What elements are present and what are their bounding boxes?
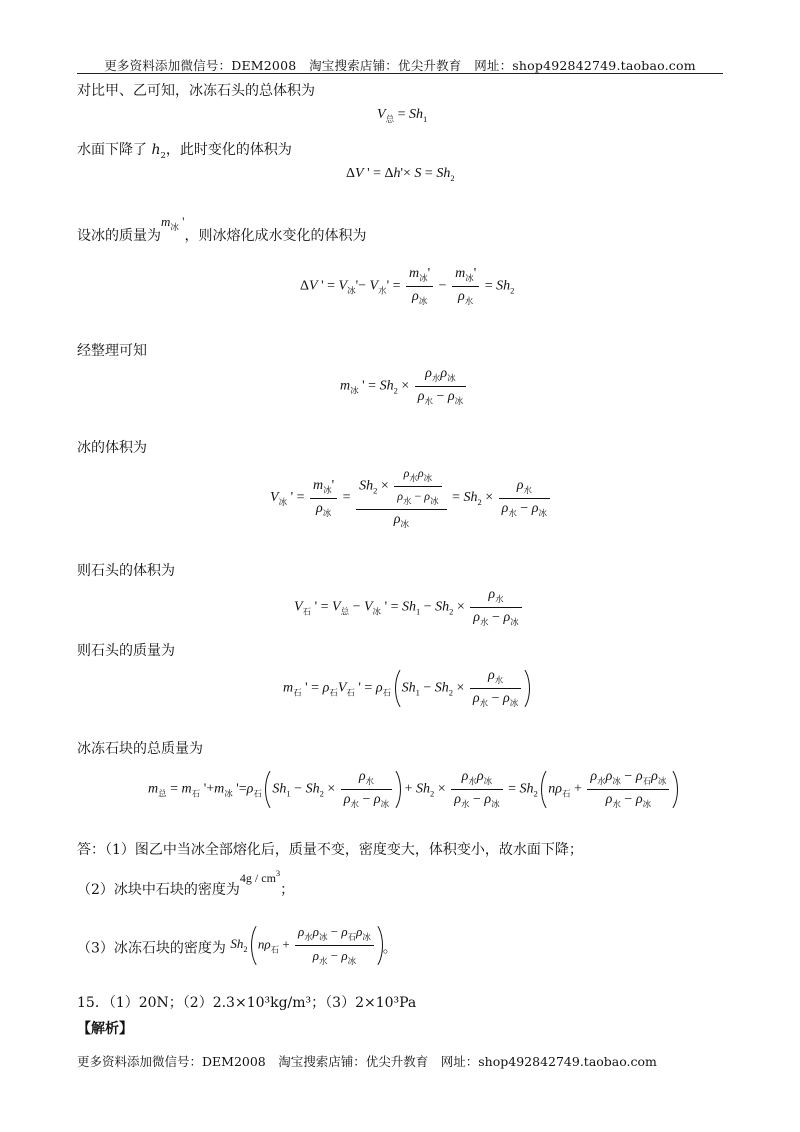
question-15-answers: 15．（1）20N；（2）2.3×10³kg/m³；（3）2×10³Pa — [77, 995, 417, 1011]
answer-part-2: （2）冰块中石块的密度为$4g / cm^3$； — [77, 868, 295, 898]
answer-part-3: （3）冰冻石块的密度为 $Sh_2$ $n\rho_石$ + $\frac{\rho_水\rho_冰 - \rho_石\rho_冰}{\rho_水 - \rho_冰}$ 。 — [77, 925, 397, 974]
equation-total-mass: $m_总 = m_石$ '$+m_冰$ '$=\rho_石$ $Sh_1 - Sh_2$ × $\frac{\rho_水}{\rho_水 - \rho_冰}$ + $Sh_2$ × $\frac{\rho_水\rho_冰}{\rho_水 - \rho_冰}$ = $Sh_2$ $n\rho_石$ + $\frac{\rho_水\rho_冰 - \rho_石\rho_冰}{\rho_水 - \rho_冰}$ — [148, 766, 678, 813]
text-stone-volume: 则石头的体积为 — [77, 563, 175, 579]
analysis-heading: 【解析】 — [77, 1021, 133, 1037]
page-header: 更多资料添加微信号：DEM2008 淘宝搜索店铺：优尖升教育 网址：shop492842749.taobao.com — [104, 58, 696, 73]
text-water-level-drop: 水面下降了 $h_2$，此时变化的体积为 — [77, 142, 292, 161]
text-total-volume-intro: 对比甲、乙可知，冰冻石头的总体积为 — [77, 83, 315, 99]
page-footer: 更多资料添加微信号：DEM2008 淘宝搜索店铺：优尖升教育 网址：shop492842749.taobao.com — [77, 1054, 657, 1069]
answer-part-1: 答：（1）图乙中当冰全部熔化后，质量不变，密度变大，体积变小，故水面下降； — [77, 842, 583, 858]
equation-stone-volume: $V_石$ ' = $V_总 - V_冰$ ' = $Sh_1 - Sh_2$ × $\frac{\rho_水}{\rho_水 - \rho_冰}$ — [294, 587, 524, 628]
text-ice-volume: 冰的体积为 — [77, 440, 147, 456]
equation-ice-mass: $m_冰$ ' = $Sh_2$ × $\frac{\rho_水\rho_冰}{\rho_水 - \rho_冰}$ — [340, 366, 468, 407]
equation-stone-mass: $m_石$ ' = $\rho_石V_石$ ' = $\rho_石$ $Sh_1 - Sh_2$ × $\frac{\rho_水}{\rho_水 - \rho_冰}$ — [283, 665, 530, 712]
text-ice-mass-intro: 设冰的质量为$m_冰$ '，则冰熔化成水变化的体积为 — [77, 214, 367, 244]
equation-volume-change: ΔV ' = $\Delta h'\times S = Sh_2$ — [346, 166, 455, 183]
header-divider — [77, 73, 723, 74]
equation-ice-volume: $V_冰$ ' = $\frac{m_冰'}{\rho_冰}$ = $Sh_2$ × $\frac{\rho_水\rho_冰}{\rho_水 - \rho_冰}$ $\rho_冰$ = $Sh_2$ × $\frac{\rho_水}{\rho_水 - \rho_冰}$ — [270, 466, 552, 530]
equation-total-volume: $V_总 = Sh_1$ — [377, 107, 428, 124]
equation-melt-volume: ΔV ' = $V_冰'- V_水'$ = $\frac{m_冰'}{\rho_冰}$ − $\frac{m_冰'}{\rho_水}$ = $Sh_2$ — [300, 266, 515, 306]
text-total-mass: 冰冻石块的总质量为 — [77, 741, 203, 757]
text-rearrange: 经整理可知 — [77, 343, 147, 359]
text-stone-mass: 则石头的质量为 — [77, 643, 175, 659]
